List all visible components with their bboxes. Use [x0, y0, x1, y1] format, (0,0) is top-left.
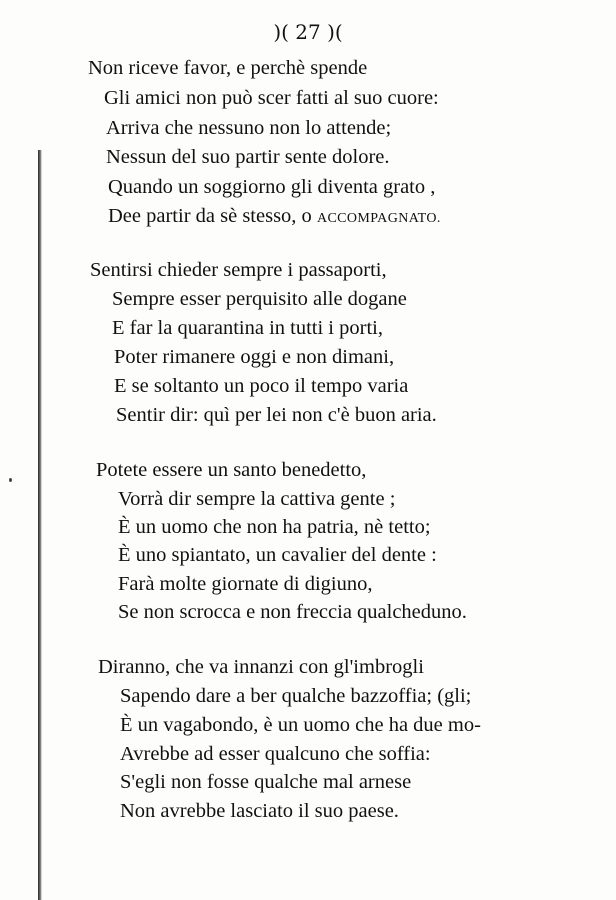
verse-line: Non avrebbe lasciato il suo paese.	[120, 800, 399, 822]
verse-line-text: Dee partir da sè stesso, o	[108, 205, 312, 227]
page-binding-edge	[38, 150, 42, 900]
verse-line: Nessun del suo partir sente dolore.	[106, 146, 390, 168]
verse-line: Diranno, che va innanzi con gl'imbrogli	[98, 656, 424, 678]
verse-line: Avrebbe ad esser qualcuno che soffia:	[120, 743, 431, 765]
paper-speck	[9, 478, 12, 482]
verse-line: Se non scrocca e non freccia qualcheduno.	[118, 601, 467, 623]
verse-line: Sentirsi chieder sempre i passaporti,	[90, 259, 387, 281]
verse-line: Gli amici non può scer fatti al suo cuore:	[104, 87, 439, 109]
small-caps-word: ACCOMPAGNATO.	[316, 211, 441, 226]
verse-line: Arriva che nessuno non lo attende;	[106, 117, 392, 139]
verse-line: Poter rimanere oggi e non dimani,	[114, 346, 395, 368]
verse-line: E far la quarantina in tutti i porti,	[112, 317, 383, 339]
verse-line: Quando un soggiorno gli diventa grato ,	[108, 176, 436, 198]
verse-line: È un vagabondo, è un uomo che ha due mo-	[120, 714, 481, 736]
verse-line: Sentir dir: quì per lei non c'è buon aria.	[116, 404, 437, 426]
page-number: )( 27 )(	[273, 20, 343, 44]
verse-line: S'egli non fosse qualche mal arnese	[120, 771, 412, 793]
verse-line: Vorrà dir sempre la cattiva gente ;	[118, 488, 396, 510]
verse-line: Non riceve favor, e perchè spende	[88, 57, 368, 79]
verse-line: È uno spiantato, un cavalier del dente :	[118, 544, 437, 566]
verse-line: E se soltanto un poco il tempo varia	[114, 375, 409, 397]
verse-line: Sapendo dare a ber qualche bazzoffia; (gli;	[120, 685, 472, 707]
verse-line: È un uomo che non ha patria, nè tetto;	[118, 516, 431, 538]
verse-line: Sempre esser perquisito alle dogane	[112, 288, 407, 310]
verse-line: Farà molte giornate di digiuno,	[118, 573, 373, 595]
verse-line: Potete essere un santo benedetto,	[96, 459, 367, 481]
verse-line	[108, 206, 441, 227]
